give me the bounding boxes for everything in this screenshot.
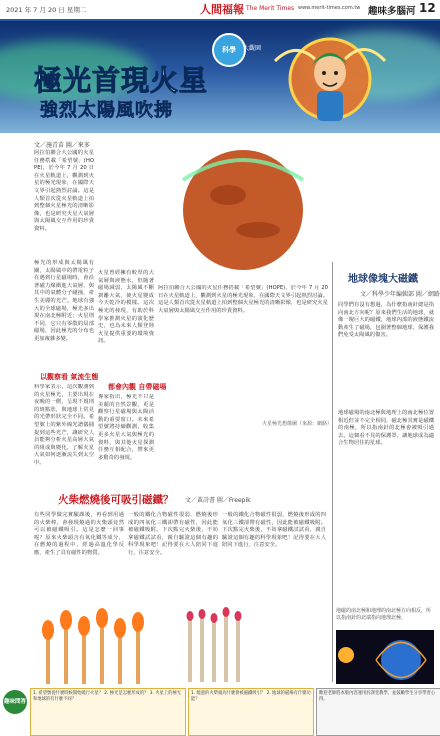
main-article-byline: 文／施青苗 圖／來多 [34, 142, 90, 149]
main-article-paragraph: 科學家表示，這次觀測到的火星極光，主要出現在夜晚的一側，呈現不規則的斑點狀，與地球上常見的光帶形狀完全不同。希望號上的紫外線光譜儀捕捉到這些光芒，讓研究人員能夠分析火星高層大氣的組成與變化，了解火星大氣如何逐漸流失到太空中。 [34, 384, 94, 466]
earth-magnetic-field-illustration [336, 630, 434, 684]
headline: 極光首現火星 [34, 64, 209, 97]
right-article-paragraph: 同學們有沒有想過，為什麼指南針總是指向南北方向呢？原來我們生活的地球，就像一塊巨大的磁鐵，地球內部的液態鐵流動產生了磁場，包圍著整個地球，保護我們免受太陽風的傷害。 [338, 302, 434, 339]
main-article-paragraph: 阿拉伯聯合大公國的火星任務搭載「希望號」(HOPE)，於今年 7 月 20 日在火星軌道上，觀測到火星的極光現象，在國際天文界引起熱烈討論。這是人類首次從火星軌道上拍到整個火星極光的清晰影像，也是研究火星大氣層與太陽風交互作用的珍貴資料。 [34, 150, 94, 232]
aurora-character-illustration [255, 21, 405, 133]
right-article-byline: 文／科學少年編輯部 圖／網路 [360, 291, 440, 298]
subheadline: 強烈太陽風吹拂 [40, 100, 173, 121]
section-name: 趣味多腦河 [368, 6, 416, 17]
science-badge-subtitle: 大觀園 [243, 45, 262, 52]
left-article-paragraph: 一般的鐵化合物磁性很弱，燃燒後形成的四氧化三鐵卻帶有磁性，因此能被磁鐵吸附。下次點完火柴後，不妨拿磁鐵試試看，親自驗證這個有趣的科學現象吧！記得要在大人陪同下進行，注意安全。 [222, 512, 326, 549]
science-badge: 科學 [212, 33, 246, 67]
left-article-title: 火柴燃燒後可吸引磁鐵？ [58, 494, 174, 506]
burnt-matches-illustration [178, 598, 248, 684]
quiz-box: 1. 燒過的火柴頭為什麼會被磁鐵吸引？ 2. 地球的磁場有什麼功能？ [188, 688, 314, 736]
hero-banner [0, 21, 440, 133]
matches-illustration [34, 598, 158, 684]
main-article-paragraph: 極光的形成與太陽風有關，太陽風中的帶電粒子在遇到行星磁場時，會沿著磁力線衝進大氣層，與其中的氣體分子碰撞，產生美麗的光芒。地球有強大的全球磁場，極光多出現在南北極附近；火星則不同，它只有零散的局部磁場，因此極光的分布也更加複雜多變。 [34, 260, 94, 342]
main-article-paragraph: 專家指出，極光不只是美麗的自然景觀，更是觀察行星磁場與太陽活動的重要窗口。未來希望號將持續觀測，收集更多火星大氣與極光的資料，與其他火星探測任務互相配合，帶來更多驚奇的發現。 [98, 394, 154, 461]
issue-date: 2021 年 7 月 20 日 星期二 [6, 6, 87, 14]
left-article-paragraph: 有些同學做完實驗課後，再看到用過的火柴棒，會發現燒過的火柴頭竟然可以被磁鐵吸引。這是怎麼一回事呢？原來火柴頭含有氧化鐵等成分，在燃燒的過程中，經過高溫化學反應，產生了具有磁性的物質。 [34, 512, 124, 556]
website-url: www.merit-times.com.tw [298, 5, 361, 11]
teacher-note-box: 歡迎老師將本版內容運用於課堂教學，並鼓勵學生分享學習心得。 [316, 688, 440, 736]
quiz-box: 1. 希望號從什麼時候開始繞行火星？ 2. 極光是怎麼形成的？ 3. 火星上的極光和地球的有什麼不同？ [30, 688, 186, 736]
magnet-figure-caption: 地磁的南北極和地理的南北極方向相反，所以指南針的北端指向地理北極。 [336, 608, 432, 621]
newspaper-logo-english: The Merit Times [246, 5, 295, 12]
main-article-paragraph: 阿拉伯聯合大公國的火星任務搭載「希望號」(HOPE)，於今年 7 月 20 日在火星軌道上，觀測到火星的極光現象，在國際天文界引起熱烈討論。這是人類首次從火星軌道上拍到整個火星極光的清晰影像，也是研究火星大氣層與太陽風交互作用的珍貴資料。 [158, 285, 328, 314]
right-article-paragraph: 地球磁場的南北極與地理上的南北極位置相近但並不完全相同，磁北極其實是磁鐵的南極，所以指南針的北極會被吸引過去。這個看不見的保護罩，讓地球成為適合生物居住的星球。 [338, 410, 434, 447]
newspaper-logo: 人間福報 [200, 3, 244, 16]
left-article-paragraph: 一般的鐵化合物磁性很弱，燃燒後形成的四氧化三鐵卻帶有磁性，因此能被磁鐵吸附。下次點完火柴後，不妨拿磁鐵試試看，親自驗證這個有趣的科學現象吧！記得要在大人陪同下進行，注意安全。 [128, 512, 218, 556]
photo-caption: 火星極光想像圖（來源：網路） [262, 421, 333, 427]
left-article-byline: 文／黃詩書 圖／Freepik [185, 497, 251, 504]
main-article-subhead: 以觀察看 氣流生態 [40, 373, 99, 381]
page-number: 12 [419, 1, 436, 15]
main-article-paragraph: 火星曾經擁有較厚的大氣層與液態水，但隨著磁場減弱，太陽風不斷剝離大氣，使火星變成今天乾冷的模樣。這次極光的發現，有助於科學家推測火星的演化歷史，也為未來人類登陸火星提供重要的環境資訊。 [98, 270, 154, 345]
fun-quiz-badge: 趣味問答 [3, 690, 27, 714]
mars-aurora-illustration [158, 140, 328, 280]
page-header [0, 0, 440, 20]
right-article-title: 地球像塊大磁鐵 [348, 274, 418, 285]
main-article-subhead: 都會內觀 自帶磁場 [108, 383, 167, 391]
